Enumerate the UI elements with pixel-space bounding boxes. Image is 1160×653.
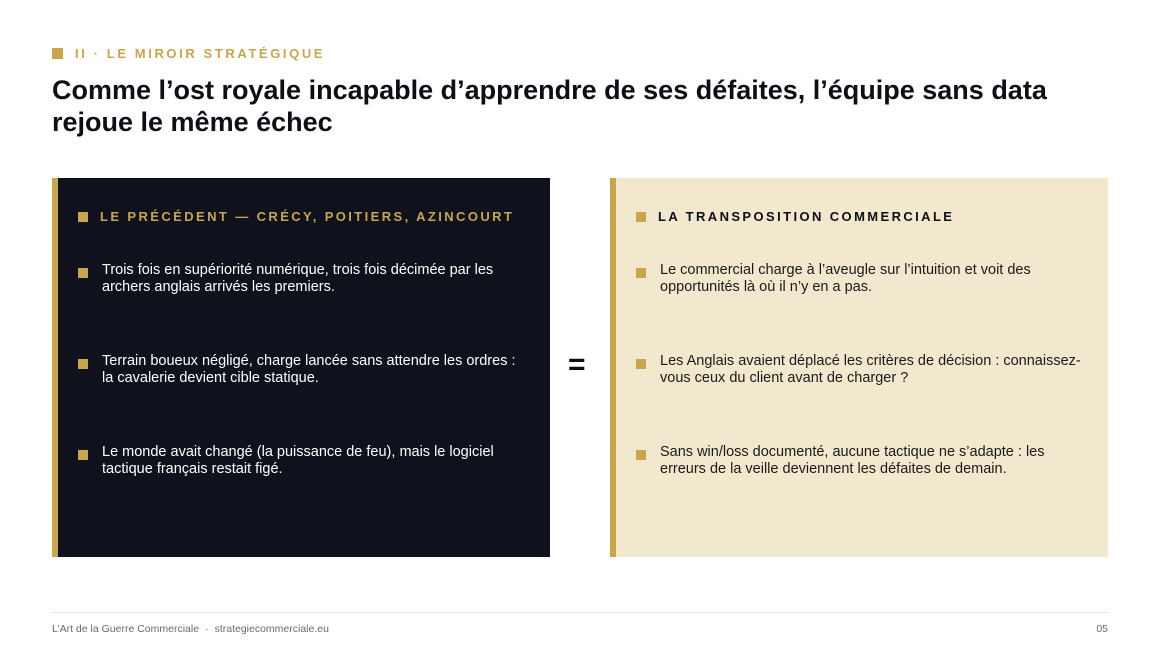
list-item-text: Terrain boueux négligé, charge lancée sans attendre les ordres : la cavalerie devient cible statique. bbox=[102, 353, 516, 386]
footer-brand: L’Art de la Guerre Commerciale bbox=[52, 623, 200, 635]
list-item bbox=[78, 262, 528, 296]
square-bullet-icon bbox=[78, 212, 88, 222]
list-item-text: Sans win/loss documenté, aucune tactique ne s’adapte : les erreurs de la veille deviennent les défaites de demain. bbox=[660, 444, 1045, 477]
transposition-panel bbox=[610, 178, 1108, 557]
panel-heading bbox=[78, 209, 514, 224]
square-bullet-icon bbox=[636, 268, 646, 278]
list-item bbox=[636, 262, 1086, 296]
square-bullet-icon bbox=[78, 450, 88, 460]
square-bullet-icon bbox=[52, 48, 63, 59]
list-item bbox=[78, 353, 528, 387]
square-bullet-icon bbox=[636, 450, 646, 460]
list-item-text: Les Anglais avaient déplacé les critères de décision : connaissez-vous ceux du client avant de charger ? bbox=[660, 353, 1081, 386]
list-item bbox=[636, 444, 1086, 478]
footer-divider bbox=[52, 612, 1108, 613]
list-item-text: Le commercial charge à l’aveugle sur l’intuition et voit des opportunités là où il n’y en a pas. bbox=[660, 262, 1031, 295]
section-label: II · LE MIROIR STRATÉGIQUE bbox=[75, 46, 326, 61]
footer-site: strategiecommerciale.eu bbox=[214, 623, 329, 635]
list-item bbox=[78, 444, 528, 478]
precedent-panel bbox=[52, 178, 550, 557]
square-bullet-icon bbox=[78, 268, 88, 278]
panel-heading bbox=[636, 209, 954, 224]
list-item-text: Trois fois en supériorité numérique, trois fois décimée par les archers anglais arrivés les premiers. bbox=[102, 262, 494, 295]
square-bullet-icon bbox=[78, 359, 88, 369]
list-item-text: Le monde avait changé (la puissance de feu), mais le logiciel tactique français restait figé. bbox=[102, 444, 494, 477]
square-bullet-icon bbox=[636, 359, 646, 369]
footer-credits bbox=[52, 623, 329, 635]
section-eyebrow bbox=[52, 46, 325, 61]
footer-separator: · bbox=[205, 623, 209, 635]
list-item bbox=[636, 353, 1086, 387]
panel-heading-text: LE PRÉCÉDENT — CRÉCY, POITIERS, AZINCOURT bbox=[100, 209, 515, 224]
equals-connector: = bbox=[568, 348, 586, 381]
square-bullet-icon bbox=[636, 212, 646, 222]
panel-heading-text: LA TRANSPOSITION COMMERCIALE bbox=[658, 209, 955, 224]
slide-title: Comme l’ost royale incapable d’apprendre de ses défaites, l’équipe sans data rejoue le même échec bbox=[52, 75, 1047, 137]
panel-accent-bar bbox=[52, 178, 58, 557]
panel-accent-bar bbox=[610, 178, 616, 557]
page-number: 05 bbox=[1096, 623, 1108, 635]
